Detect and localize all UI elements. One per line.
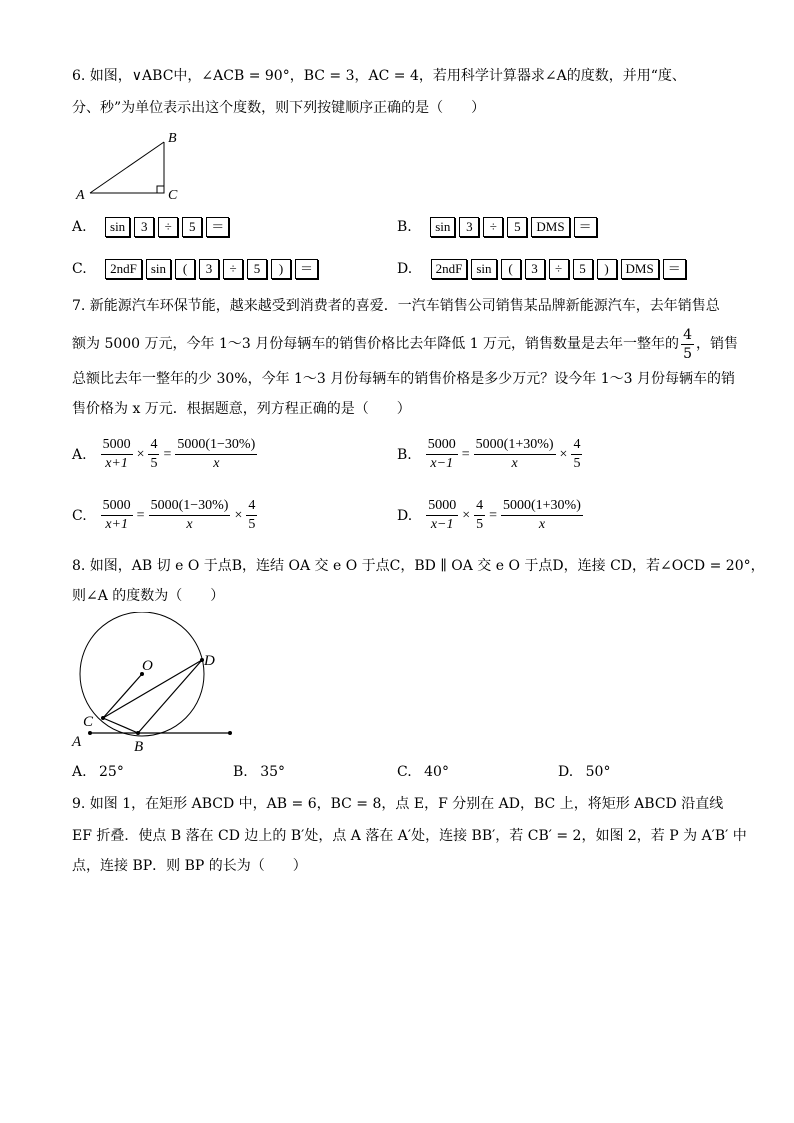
calc-key: sin	[105, 217, 130, 237]
calc-key: 5	[507, 217, 527, 237]
calc-key: (	[175, 259, 195, 279]
q8-line2: 则∠A 的度数为（ ）	[72, 588, 225, 604]
fraction-numerator: 4	[148, 436, 159, 455]
calc-key: DMS	[531, 217, 569, 237]
fraction-numerator: 5000	[426, 497, 458, 516]
q6-option-b	[397, 217, 597, 237]
q9-line1: 9. 如图 1，在矩形 ABCD 中，AB = 6，BC = 8，点 E，F 分别在 AD，BC 上，将矩形 ABCD 沿直线	[72, 796, 724, 812]
fraction-numerator: 5000(1−30%)	[149, 497, 231, 516]
fraction-denominator: x+1	[105, 456, 128, 471]
equation	[424, 436, 585, 473]
q7-option-d	[397, 497, 585, 534]
fraction-denominator: 5	[683, 345, 692, 362]
calc-key: 3	[199, 259, 219, 279]
fraction-denominator: 5	[248, 517, 256, 532]
fraction-denominator: x−1	[430, 456, 454, 471]
times-sign: ×	[559, 446, 568, 462]
option-letter: C.	[72, 507, 87, 524]
option-letter: A.	[72, 219, 87, 235]
calc-key: )	[597, 259, 617, 279]
calc-key: ＝	[206, 217, 229, 237]
calc-key: 3	[134, 217, 154, 237]
q8-label-o: O	[142, 658, 153, 674]
q8-circle-figure	[68, 612, 248, 757]
option-value: 35°	[260, 764, 286, 780]
q6-triangle-figure	[72, 128, 192, 204]
calc-key: ＝	[295, 259, 318, 279]
q6-line1: 6. 如图，∨ABC中，∠ACB = 90°，BC = 3，AC = 4，若用科学计算器求∠A的度数，并用“度、	[72, 68, 686, 84]
fraction-numerator: 4	[683, 326, 692, 343]
calc-key: 5	[573, 259, 593, 279]
option-letter: C.	[397, 764, 412, 780]
q7-line2	[72, 324, 738, 364]
option-letter: A.	[72, 764, 87, 780]
option-letter: C.	[72, 261, 87, 277]
calc-key: 2ndF	[105, 259, 142, 279]
q6-option-c	[72, 259, 318, 279]
q8-label-d: D	[204, 653, 215, 669]
q8-option-a	[72, 764, 124, 780]
equation	[424, 497, 585, 534]
calc-key: ＝	[574, 217, 597, 237]
fraction-numerator: 5000	[426, 436, 458, 455]
fraction-numerator: 4	[246, 497, 257, 516]
fraction-numerator: 5000	[101, 436, 133, 455]
calc-key: (	[501, 259, 521, 279]
equals-sign: =	[489, 507, 497, 523]
q6-option-d	[397, 259, 686, 279]
q7-option-b	[397, 436, 584, 473]
calc-key: )	[271, 259, 291, 279]
times-sign: ×	[234, 507, 243, 523]
q8-line1: 8. 如图，AB 切 e O 于点B，连结 OA 交 e O 于点C，BD ∥ OA 交 e O 于点D，连接 CD，若∠OCD = 20°，	[72, 558, 765, 574]
option-letter: D.	[558, 764, 574, 780]
calc-key: ÷	[158, 217, 178, 237]
fraction-denominator: x	[538, 517, 546, 532]
option-letter: B.	[397, 219, 412, 235]
option-letter: B.	[233, 764, 248, 780]
option-letter: A.	[72, 446, 87, 463]
q6-option-a	[72, 217, 229, 237]
calc-key: sin	[430, 217, 455, 237]
fraction-denominator: x	[511, 456, 518, 471]
q7-option-a	[72, 436, 259, 473]
key-sequence	[105, 259, 318, 279]
calc-key: 5	[247, 259, 267, 279]
calc-key: ÷	[223, 259, 243, 279]
q7-line3: 总额比去年一整年的少 30%，今年 1～3 月份每辆车的销售价格是多少万元？设今年 1～3 月份每辆车的销	[72, 371, 735, 387]
calc-key: 5	[182, 217, 202, 237]
q6-line2: 分、秒”为单位表示出这个度数，则下列按键顺序正确的是（ ）	[72, 100, 486, 116]
option-value: 40°	[424, 764, 449, 780]
equation	[99, 497, 260, 534]
calc-key: 3	[459, 217, 479, 237]
times-sign: ×	[136, 446, 145, 462]
fraction-numerator: 5000	[101, 497, 133, 516]
equals-sign: =	[136, 507, 145, 523]
calc-key: ÷	[483, 217, 503, 237]
fraction-numerator: 5000(1−30%)	[175, 436, 257, 455]
q7-line1: 7. 新能源汽车环保节能，越来越受到消费者的喜爱．一汽车销售公司销售某品牌新能源汽车，去年销售总	[72, 298, 720, 314]
fraction-denominator: x+1	[105, 517, 128, 532]
calc-key: ÷	[549, 259, 569, 279]
key-sequence	[431, 259, 686, 279]
fraction-denominator: x	[186, 517, 193, 532]
fraction-denominator: 5	[150, 456, 158, 471]
q9-line2: EF 折叠．使点 B 落在 CD 边上的 B′处，点 A 落在 A′处，连接 BB′，若 CB′ = 2，如图 2，若 P 为 A′B′ 中	[72, 828, 747, 844]
fraction-numerator: 5000(1+30%)	[501, 497, 583, 516]
calc-key: 2ndF	[431, 259, 468, 279]
equals-sign: =	[163, 446, 172, 462]
q7-option-c	[72, 497, 259, 534]
q8-label-a: A	[72, 734, 82, 750]
fraction-numerator: 4	[474, 497, 485, 516]
fraction-numerator: 5000(1+30%)	[474, 436, 556, 455]
q6-label-a: A	[76, 188, 85, 203]
option-value: 25°	[99, 764, 124, 780]
option-value: 50°	[585, 764, 611, 780]
equation	[99, 436, 260, 473]
calc-key: 3	[525, 259, 545, 279]
q6-label-c: C	[168, 188, 178, 203]
q8-option-b	[233, 764, 285, 780]
calc-key: sin	[146, 259, 171, 279]
key-sequence	[105, 217, 229, 237]
fraction-denominator: x	[213, 456, 220, 471]
equals-sign: =	[461, 446, 470, 462]
times-sign: ×	[462, 507, 471, 523]
key-sequence	[430, 217, 596, 237]
q7-line4: 售价格为 x 万元．根据题意，列方程正确的是（ ）	[72, 401, 411, 417]
q7-line2-fraction	[681, 326, 694, 363]
option-letter: D.	[397, 261, 413, 277]
q7-line2-text: 额为 5000 万元，今年 1～3 月份每辆车的销售价格比去年降低 1 万元，销售数量是去年一整年的	[72, 336, 680, 352]
q8-option-c	[397, 764, 449, 780]
q7-line2-tail: ，销售	[695, 336, 738, 352]
calc-key: ＝	[663, 259, 686, 279]
q8-label-b: B	[134, 739, 144, 755]
calc-key: DMS	[621, 259, 659, 279]
option-letter: B.	[397, 446, 412, 463]
option-letter: D.	[397, 507, 413, 524]
q8-option-d	[558, 764, 610, 780]
fraction-numerator: 4	[571, 436, 582, 455]
calc-key: sin	[471, 259, 496, 279]
fraction-denominator: 5	[573, 456, 581, 471]
q9-line3: 点，连接 BP．则 BP 的长为（ ）	[72, 858, 307, 874]
fraction-denominator: x−1	[430, 517, 454, 532]
q6-label-b: B	[168, 131, 177, 146]
fraction-denominator: 5	[476, 517, 484, 532]
q8-label-c: C	[83, 714, 94, 730]
